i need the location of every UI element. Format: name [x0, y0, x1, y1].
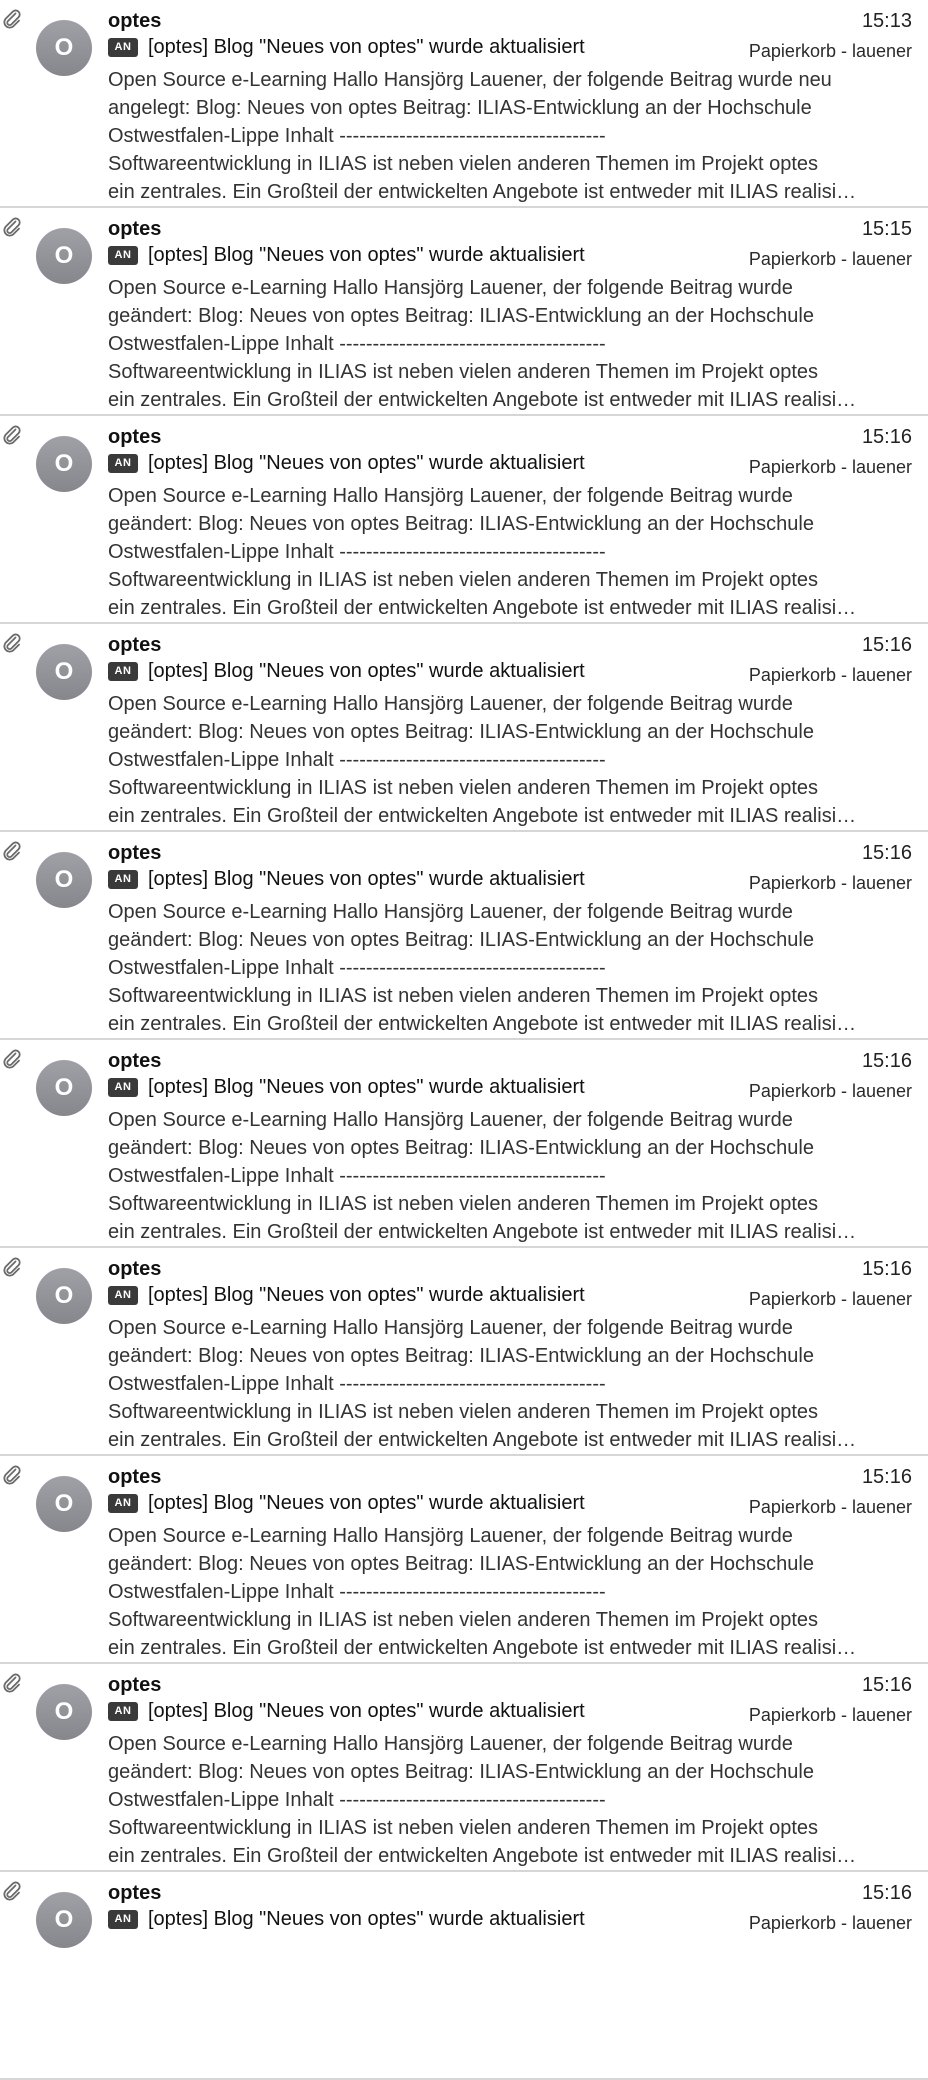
message-subject: [optes] Blog "Neues von optes" wurde aktualisiert	[148, 452, 585, 474]
mailbox-label: Papierkorb - lauener	[748, 249, 912, 269]
paperclip-icon	[1, 8, 23, 30]
preview-line: ein zentrales. Ein Großteil der entwickelten Angebote ist entweder mit ILIAS realisi…	[108, 389, 857, 411]
avatar: O	[36, 1476, 92, 1532]
preview-line: Softwareentwicklung in ILIAS ist neben vielen anderen Themen im Projekt optes	[108, 361, 819, 383]
avatar: O	[36, 1684, 92, 1740]
message-subject: [optes] Blog "Neues von optes" wurde aktualisiert	[148, 36, 585, 58]
recipient-badge: AN	[108, 38, 138, 57]
recipient-badge: AN	[108, 1910, 138, 1929]
message-subject: [optes] Blog "Neues von optes" wurde aktualisiert	[148, 244, 585, 266]
message-preview	[108, 690, 914, 830]
message-time: 15:16	[861, 1258, 912, 1280]
paperclip-icon	[1, 1672, 23, 1694]
message-row[interactable]	[0, 1456, 928, 1664]
mailbox-label: Papierkorb - lauener	[748, 1705, 912, 1725]
preview-line: ein zentrales. Ein Großteil der entwickelten Angebote ist entweder mit ILIAS realisi…	[108, 597, 857, 619]
preview-line: Ostwestfalen-Lippe Inhalt ----------------------------------------	[108, 1581, 606, 1603]
preview-line: angelegt: Blog: Neues von optes Beitrag: ILIAS-Entwicklung an der Hochschule	[108, 97, 812, 119]
mailbox-label: Papierkorb - lauener	[748, 1289, 912, 1309]
preview-line: Ostwestfalen-Lippe Inhalt ----------------------------------------	[108, 1373, 606, 1395]
message-time: 15:16	[861, 842, 912, 864]
mailbox-label: Papierkorb - lauener	[748, 665, 912, 685]
avatar: O	[36, 852, 92, 908]
sender-name: optes	[108, 1258, 162, 1280]
recipient-badge: AN	[108, 1286, 138, 1305]
message-time: 15:16	[861, 426, 912, 448]
preview-line: Softwareentwicklung in ILIAS ist neben vielen anderen Themen im Projekt optes	[108, 1609, 819, 1631]
mailbox-label: Papierkorb - lauener	[748, 41, 912, 61]
sender-name: optes	[108, 426, 162, 448]
preview-line: Ostwestfalen-Lippe Inhalt ----------------------------------------	[108, 749, 606, 771]
avatar: O	[36, 1060, 92, 1116]
paperclip-icon	[1, 1880, 23, 1902]
message-time: 15:13	[861, 10, 912, 32]
paperclip-icon	[1, 1256, 23, 1278]
preview-line: geändert: Blog: Neues von optes Beitrag: ILIAS-Entwicklung an der Hochschule	[108, 1553, 814, 1575]
message-time: 15:16	[861, 1674, 912, 1696]
preview-line: Open Source e-Learning Hallo Hansjörg Lauener, der folgende Beitrag wurde	[108, 1733, 793, 1755]
message-subject: [optes] Blog "Neues von optes" wurde aktualisiert	[148, 1908, 585, 1930]
message-row[interactable]	[0, 832, 928, 1040]
preview-line: Softwareentwicklung in ILIAS ist neben vielen anderen Themen im Projekt optes	[108, 153, 819, 175]
preview-line: Softwareentwicklung in ILIAS ist neben vielen anderen Themen im Projekt optes	[108, 1401, 819, 1423]
message-row[interactable]	[0, 1040, 928, 1248]
recipient-badge: AN	[108, 662, 138, 681]
preview-line: Ostwestfalen-Lippe Inhalt ----------------------------------------	[108, 1165, 606, 1187]
recipient-badge: AN	[108, 246, 138, 265]
preview-line: Open Source e-Learning Hallo Hansjörg Lauener, der folgende Beitrag wurde	[108, 1109, 793, 1131]
message-subject: [optes] Blog "Neues von optes" wurde aktualisiert	[148, 1700, 585, 1722]
message-row[interactable]	[0, 1664, 928, 1872]
message-time: 15:15	[861, 218, 912, 240]
paperclip-icon	[1, 840, 23, 862]
message-preview	[108, 898, 914, 1038]
preview-line: ein zentrales. Ein Großteil der entwickelten Angebote ist entweder mit ILIAS realisi…	[108, 1637, 857, 1659]
message-subject: [optes] Blog "Neues von optes" wurde aktualisiert	[148, 1076, 585, 1098]
preview-line: geändert: Blog: Neues von optes Beitrag: ILIAS-Entwicklung an der Hochschule	[108, 1345, 814, 1367]
preview-line: geändert: Blog: Neues von optes Beitrag: ILIAS-Entwicklung an der Hochschule	[108, 513, 814, 535]
preview-line: Open Source e-Learning Hallo Hansjörg Lauener, der folgende Beitrag wurde	[108, 277, 793, 299]
sender-name: optes	[108, 10, 162, 32]
message-time: 15:16	[861, 1466, 912, 1488]
message-row[interactable]	[0, 624, 928, 832]
message-preview	[108, 1314, 914, 1454]
message-preview	[108, 482, 914, 622]
message-preview	[108, 274, 914, 414]
message-preview	[108, 66, 914, 206]
message-preview	[108, 1522, 914, 1662]
preview-line: ein zentrales. Ein Großteil der entwickelten Angebote ist entweder mit ILIAS realisi…	[108, 181, 857, 203]
recipient-badge: AN	[108, 1494, 138, 1513]
sender-name: optes	[108, 1882, 162, 1904]
message-time: 15:16	[861, 1050, 912, 1072]
message-subject: [optes] Blog "Neues von optes" wurde aktualisiert	[148, 1284, 585, 1306]
preview-line: geändert: Blog: Neues von optes Beitrag: ILIAS-Entwicklung an der Hochschule	[108, 1761, 814, 1783]
preview-line: Open Source e-Learning Hallo Hansjörg Lauener, der folgende Beitrag wurde	[108, 1525, 793, 1547]
message-row[interactable]	[0, 1872, 928, 2080]
recipient-badge: AN	[108, 1078, 138, 1097]
message-subject: [optes] Blog "Neues von optes" wurde aktualisiert	[148, 660, 585, 682]
message-row[interactable]	[0, 416, 928, 624]
message-preview	[108, 1106, 914, 1246]
preview-line: Ostwestfalen-Lippe Inhalt ----------------------------------------	[108, 125, 606, 147]
mailbox-label: Papierkorb - lauener	[748, 1913, 912, 1933]
preview-line: Ostwestfalen-Lippe Inhalt ----------------------------------------	[108, 333, 606, 355]
sender-name: optes	[108, 634, 162, 656]
preview-line: Softwareentwicklung in ILIAS ist neben vielen anderen Themen im Projekt optes	[108, 1193, 819, 1215]
mailbox-label: Papierkorb - lauener	[748, 1081, 912, 1101]
avatar: O	[36, 228, 92, 284]
sender-name: optes	[108, 1674, 162, 1696]
preview-line: Open Source e-Learning Hallo Hansjörg Lauener, der folgende Beitrag wurde	[108, 693, 793, 715]
recipient-badge: AN	[108, 454, 138, 473]
paperclip-icon	[1, 424, 23, 446]
mailbox-label: Papierkorb - lauener	[748, 873, 912, 893]
preview-line: geändert: Blog: Neues von optes Beitrag: ILIAS-Entwicklung an der Hochschule	[108, 721, 814, 743]
avatar: O	[36, 1892, 92, 1948]
paperclip-icon	[1, 632, 23, 654]
preview-line: ein zentrales. Ein Großteil der entwickelten Angebote ist entweder mit ILIAS realisi…	[108, 1845, 857, 1867]
preview-line: Softwareentwicklung in ILIAS ist neben vielen anderen Themen im Projekt optes	[108, 569, 819, 591]
message-time: 15:16	[861, 634, 912, 656]
preview-line: ein zentrales. Ein Großteil der entwickelten Angebote ist entweder mit ILIAS realisi…	[108, 805, 857, 827]
preview-line: Open Source e-Learning Hallo Hansjörg Lauener, der folgende Beitrag wurde	[108, 901, 793, 923]
preview-line: Softwareentwicklung in ILIAS ist neben vielen anderen Themen im Projekt optes	[108, 1817, 819, 1839]
sender-name: optes	[108, 1466, 162, 1488]
avatar: O	[36, 436, 92, 492]
message-time: 15:16	[861, 1882, 912, 1904]
sender-name: optes	[108, 1050, 162, 1072]
recipient-badge: AN	[108, 1702, 138, 1721]
mailbox-label: Papierkorb - lauener	[748, 457, 912, 477]
avatar: O	[36, 1268, 92, 1324]
preview-line: Open Source e-Learning Hallo Hansjörg Lauener, der folgende Beitrag wurde neu	[108, 69, 832, 91]
paperclip-icon	[1, 1464, 23, 1486]
preview-line: geändert: Blog: Neues von optes Beitrag: ILIAS-Entwicklung an der Hochschule	[108, 929, 814, 951]
avatar: O	[36, 20, 92, 76]
message-row[interactable]	[0, 0, 928, 208]
preview-line: Open Source e-Learning Hallo Hansjörg Lauener, der folgende Beitrag wurde	[108, 485, 793, 507]
message-subject: [optes] Blog "Neues von optes" wurde aktualisiert	[148, 868, 585, 890]
message-row[interactable]	[0, 208, 928, 416]
preview-line: ein zentrales. Ein Großteil der entwickelten Angebote ist entweder mit ILIAS realisi…	[108, 1429, 857, 1451]
preview-line: Open Source e-Learning Hallo Hansjörg Lauener, der folgende Beitrag wurde	[108, 1317, 793, 1339]
preview-line: Ostwestfalen-Lippe Inhalt ----------------------------------------	[108, 1789, 606, 1811]
preview-line: Softwareentwicklung in ILIAS ist neben vielen anderen Themen im Projekt optes	[108, 777, 819, 799]
paperclip-icon	[1, 1048, 23, 1070]
preview-line: ein zentrales. Ein Großteil der entwickelten Angebote ist entweder mit ILIAS realisi…	[108, 1221, 857, 1243]
recipient-badge: AN	[108, 870, 138, 889]
preview-line: geändert: Blog: Neues von optes Beitrag: ILIAS-Entwicklung an der Hochschule	[108, 1137, 814, 1159]
sender-name: optes	[108, 842, 162, 864]
message-preview	[108, 1730, 914, 1870]
preview-line: ein zentrales. Ein Großteil der entwickelten Angebote ist entweder mit ILIAS realisi…	[108, 1013, 857, 1035]
preview-line: geändert: Blog: Neues von optes Beitrag: ILIAS-Entwicklung an der Hochschule	[108, 305, 814, 327]
preview-line: Ostwestfalen-Lippe Inhalt ----------------------------------------	[108, 957, 606, 979]
mailbox-label: Papierkorb - lauener	[748, 1497, 912, 1517]
paperclip-icon	[1, 216, 23, 238]
preview-line: Softwareentwicklung in ILIAS ist neben vielen anderen Themen im Projekt optes	[108, 985, 819, 1007]
message-subject: [optes] Blog "Neues von optes" wurde aktualisiert	[148, 1492, 585, 1514]
sender-name: optes	[108, 218, 162, 240]
preview-line: Ostwestfalen-Lippe Inhalt ----------------------------------------	[108, 541, 606, 563]
avatar: O	[36, 644, 92, 700]
message-row[interactable]	[0, 1248, 928, 1456]
